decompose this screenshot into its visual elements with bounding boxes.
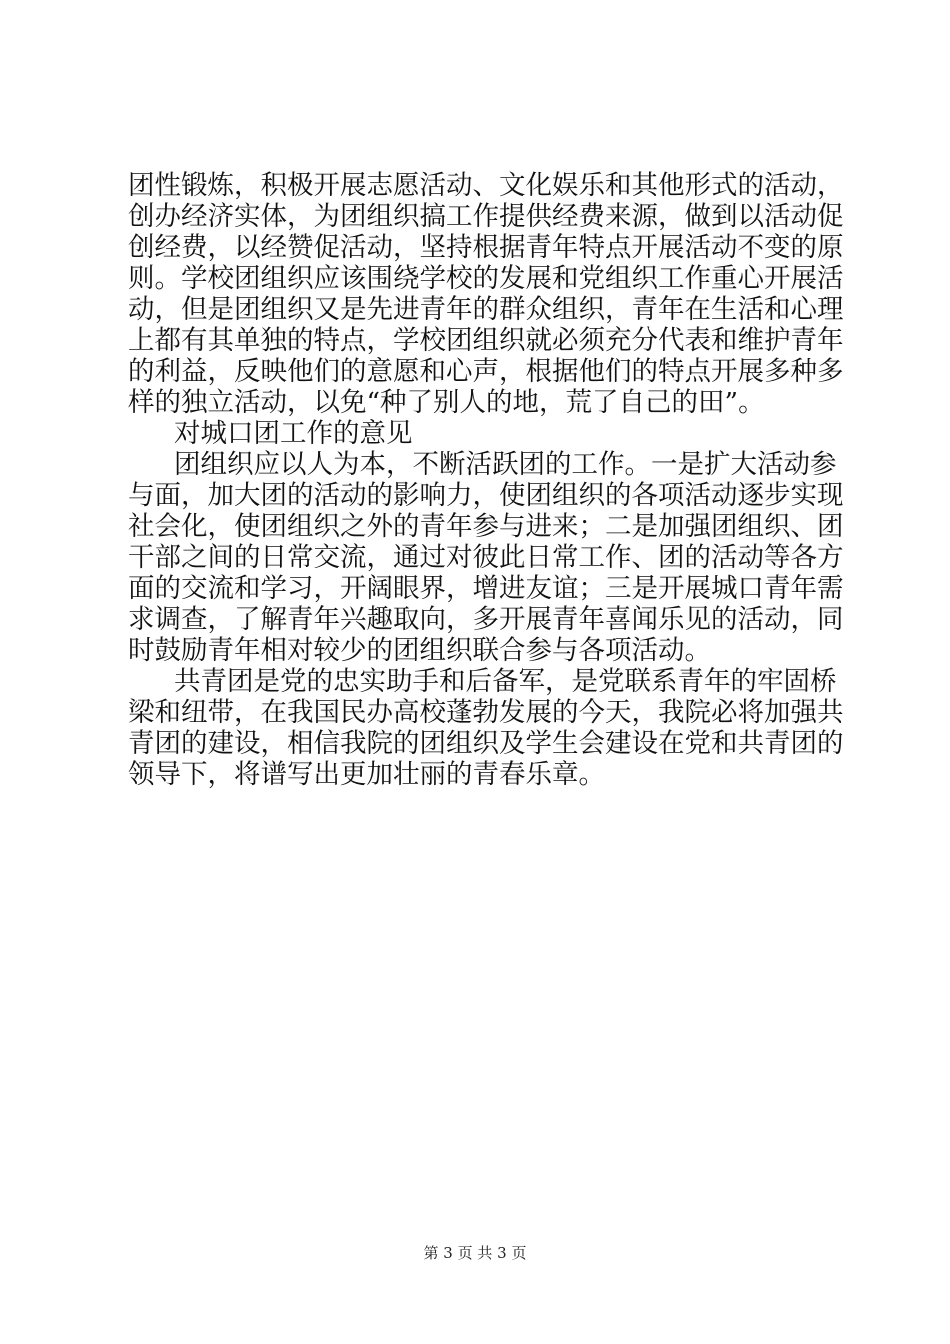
text-line-7: 的利益，反映他们的意愿和心声，根据他们的特点开展多种多 (128, 356, 844, 387)
text-line-8: 样的独立活动，以免“种了别人的地，荒了自己的田”。 (128, 387, 765, 418)
text-line-1: 团性锻炼，积极开展志愿活动、文化娱乐和其他形式的活动， (128, 170, 844, 201)
text-line-2: 创办经济实体，为团组织搞工作提供经费来源，做到以活动促 (128, 201, 844, 232)
section-heading: 对城口团工作的意见 (174, 418, 413, 449)
text-line-6: 上都有其单独的特点，学校团组织就必须充分代表和维护青年 (128, 325, 844, 356)
text-line-15: 求调查，了解青年兴趣取向，多开展青年喜闻乐见的活动，同 (128, 604, 844, 635)
page-number-footer: 第 3 页 共 3 页 (423, 1244, 527, 1262)
text-line-17: 共青团是党的忠实助手和后备军，是党联系青年的牢固桥 (174, 666, 837, 697)
text-line-4: 则。学校团组织应该围绕学校的发展和党组织工作重心开展活 (128, 263, 844, 294)
document-body (128, 170, 844, 790)
text-line-3: 创经费，以经赞促活动，坚持根据青年特点开展活动不变的原 (128, 232, 844, 263)
text-line-12: 社会化，使团组织之外的青年参与进来；二是加强团组织、团 (128, 511, 844, 542)
text-line-10: 团组织应以人为本，不断活跃团的工作。一是扩大活动参 (174, 449, 837, 480)
text-line-18: 梁和纽带，在我国民办高校蓬勃发展的今天，我院必将加强共 (128, 697, 844, 728)
text-line-13: 干部之间的日常交流，通过对彼此日常工作、团的活动等各方 (128, 542, 844, 573)
text-line-16: 时鼓励青年相对较少的团组织联合参与各项活动。 (128, 635, 711, 666)
text-line-20: 领导下，将谱写出更加壮丽的青春乐章。 (128, 759, 605, 790)
text-line-5: 动，但是团组织又是先进青年的群众组织，青年在生活和心理 (128, 294, 844, 325)
text-line-11: 与面，加大团的活动的影响力，使团组织的各项活动逐步实现 (128, 480, 844, 511)
text-line-14: 面的交流和学习，开阔眼界，增进友谊；三是开展城口青年需 (128, 573, 844, 604)
text-line-19: 青团的建设，相信我院的团组织及学生会建设在党和共青团的 (128, 728, 844, 759)
